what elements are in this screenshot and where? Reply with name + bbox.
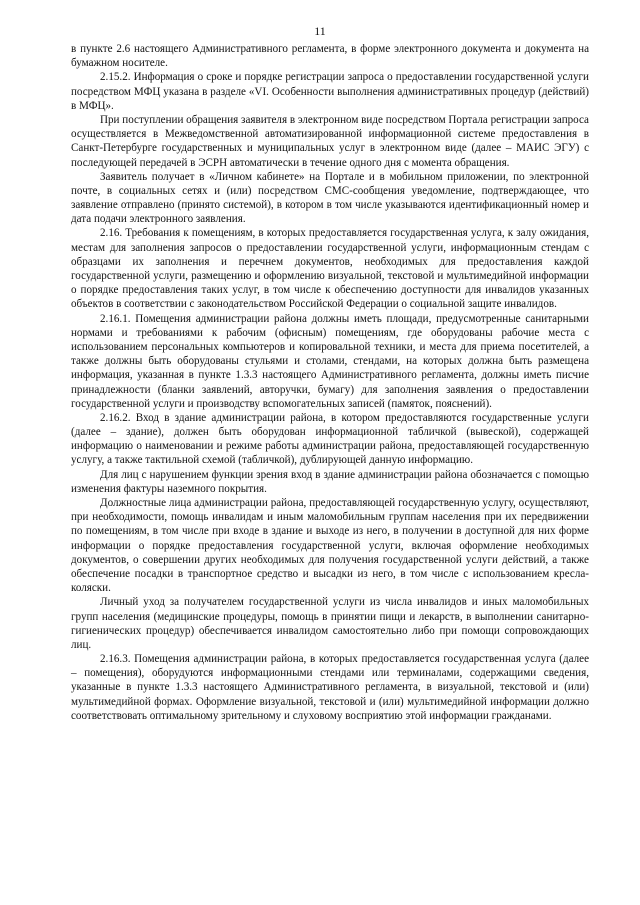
paragraph-personal-cabinet: Заявитель получает в «Личном кабинете» на Портале и в мобильном приложении, по электронной почте, в социальных сетях и (или) посредством СМС-сообщения уведомление, подтверждающее, что заявление отправлено (принято системой), в котором в том числе указываются идентификационный номер и дата подачи электронного заявления. [71,170,589,226]
paragraph-officials-assistance: Должностные лица администрации района, предоставляющей государственную услугу, осуществляют, при необходимости, помощь инвалидам и иным маломобильным группам населения при их передвижении по помещениям, в том числе при входе в здание и выходе из него, в получении в доступной для них форме информации о порядке предоставления государственной услуги, включая оформление необходимых документов, о совершении других необходимых для получения государственной услуги действий, а также обеспечение посадки в транспортное средство и высадки из него, в том числе с использованием кресла-коляски. [71,497,589,595]
body-text [71,42,589,723]
paragraph-2-16-1: 2.16.1. Помещения администрации района должны иметь площади, предусмотренные санитарными нормами и требованиями к рабочим (офисным) помещениям, где оборудованы рабочие места с использованием персональных компьютеров и копировальной техники, и места для приема посетителей, а также должны быть оборудованы стульями и столами, стендами, на которых должна быть размещена информация, указанная в пункте 1.3.3 настоящего Административного регламента, должны иметь писчие принадлежности (бланки заявлений, авторучки, бумагу) для заполнения заявления о предоставлении государственной услуги и производству вспомогательных записей (памяток, пояснений). [71,312,589,410]
page-number: 11 [314,24,326,38]
paragraph-2-16: 2.16. Требования к помещениям, в которых предоставляется государственная услуга, к залу ожидания, местам для заполнения запросов о предоставлении государственной услуги, информационным стендам с образцами их заполнения и перечнем документов, необходимых для предоставления каждой государственной услуги, размещению и оформлению визуальной, текстовой и мультимедийной информации о порядке предоставления таких услуг, в том числе к обеспечению доступности для инвалидов указанных объектов в соответствии с законодательством Российской Федерации о социальной защите инвалидов. [71,227,589,311]
paragraph-vision-impaired: Для лиц с нарушением функции зрения вход в здание администрации района обозначается с помощью изменения фактуры наземного покрытия. [71,468,589,495]
paragraph-2-16-2: 2.16.2. Вход в здание администрации района, в котором предоставляются государственные услуги (далее – здание), должен быть оборудован информационной табличкой (вывеской), содержащей информацию о наименовании и режиме работы администрации района, предоставляющей государственную услугу, а также тактильной схемой (табличкой), дублирующей данную информацию. [71,411,589,467]
paragraph-continuation: в пункте 2.6 настоящего Административного регламента, в форме электронного документа и документа на бумажном носителе. [71,43,589,70]
paragraph-portal-registration: При поступлении обращения заявителя в электронном виде посредством Портала регистрации запроса осуществляется в Межведомственной автоматизированной информационной системе предоставления в Санкт-Петербурге государственных и муниципальных услуг в электронном виде (далее – МАИС ЭГУ) с последующей передачей в ЭСРН автоматически в течение одного дня с момента обращения. [71,113,589,169]
paragraph-2-16-3: 2.16.3. Помещения администрации района, в которых предоставляется государственная услуга (далее – помещения), оборудуются информационными стендами или терминалами, содержащими сведения, указанные в пункте 1.3.3 настоящего Административного регламента, в визуальной, текстовой и (или) мультимедийной формах. Оформление визуальной, текстовой и (или) мультимедийной информации должно соответствовать оптимальному зрительному и слуховому восприятию этой информации гражданами. [71,653,589,722]
paragraph-2-15-2: 2.15.2. Информация о сроке и порядке регистрации запроса о предоставлении государственной услуги посредством МФЦ указана в разделе «VI. Особенности выполнения административных процедур (действий) в МФЦ». [71,71,589,112]
paragraph-personal-care: Личный уход за получателем государственной услуги из числа инвалидов и иных маломобильных групп населения (медицинские процедуры, помощь в принятии пищи и лекарств, в выполнении санитарно-гигиенических процедур) обеспечивается инвалидом самостоятельно либо при помощи сопровождающих лиц. [71,596,589,651]
